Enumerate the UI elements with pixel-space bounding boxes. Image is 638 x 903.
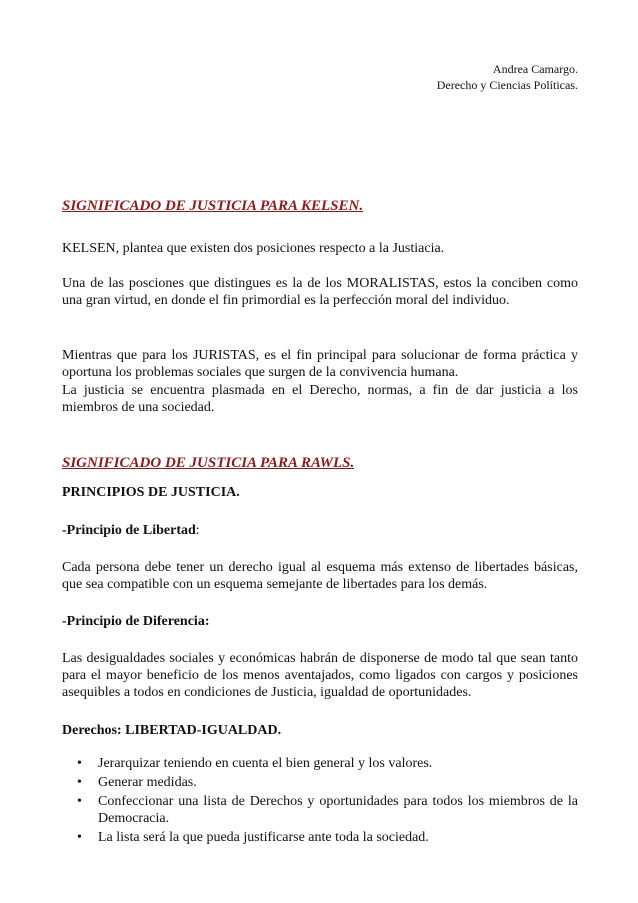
- difference-text: Las desigualdades sociales y económicas habrán de disponerse de modo tal que sean tanto para el mayor beneficio de los menos aventajados, como ligados con cargos y posiciones asequibles a todos en condiciones de Justicia, igualdad de oportunidades.: [62, 651, 578, 700]
- liberty-heading: -Principio de Libertad: [62, 523, 196, 538]
- kelsen-paragraph-4: La justicia se encuentra plasmada en el Derecho, normas, a fin de dar justicia a los miembros de una sociedad.: [62, 383, 578, 415]
- liberty-colon: :: [195, 523, 200, 538]
- bullet-text: Generar medidas.: [98, 775, 197, 790]
- liberty-heading-line: [62, 522, 578, 539]
- bullet-text: Jerarquizar teniendo en cuenta el bien general y los valores.: [98, 756, 433, 771]
- kelsen-paragraph-3: Mientras que para los JURISTAS, es el fin principal para solucionar de forma práctica y oportuna los problemas sociales que surgen de la convivencia humana.: [62, 348, 578, 380]
- kelsen-paragraph-1: KELSEN, plantea que existen dos posiciones respecto a la Justiacia.: [62, 241, 445, 256]
- bullet-text: Confeccionar una lista de Derechos y oportunidades para todos los miembros de la Democracia.: [98, 794, 578, 826]
- bullet-icon: •: [77, 775, 82, 790]
- list-item: [62, 793, 578, 827]
- kelsen-paragraph-2: Una de las posciones que distingues es la de los MORALISTAS, estos la conciben como una gran virtud, en donde el fin primordial es la perfección moral del individuo.: [62, 276, 578, 308]
- bullet-icon: •: [77, 830, 82, 845]
- rights-heading: Derechos: LIBERTAD-IGUALDAD.: [62, 723, 282, 738]
- rights-bullet-list: [62, 755, 578, 848]
- principles-heading: PRINCIPIOS DE JUSTICIA.: [62, 485, 240, 500]
- kelsen-section-title: SIGNIFICADO DE JUSTICIA PARA KELSEN.: [62, 198, 364, 214]
- difference-heading: -Principio de Diferencia:: [62, 614, 210, 629]
- bullet-icon: •: [77, 756, 82, 771]
- bullet-icon: •: [77, 794, 82, 809]
- list-item: [62, 829, 578, 846]
- rawls-section-title: SIGNIFICADO DE JUSTICIA PARA RAWLS.: [62, 455, 355, 471]
- author-name: Andrea Camargo.: [492, 62, 578, 76]
- liberty-text: Cada persona debe tener un derecho igual al esquema más extenso de libertades básicas, que sea compatible con un esquema semejante de libertades para los demás.: [62, 560, 578, 592]
- program-name: Derecho y Ciencias Políticas.: [436, 78, 578, 92]
- list-item: [62, 774, 578, 791]
- bullet-text: La lista será la que pueda justificarse ante toda la sociedad.: [98, 830, 429, 845]
- list-item: [62, 755, 578, 772]
- document-header: [437, 61, 578, 93]
